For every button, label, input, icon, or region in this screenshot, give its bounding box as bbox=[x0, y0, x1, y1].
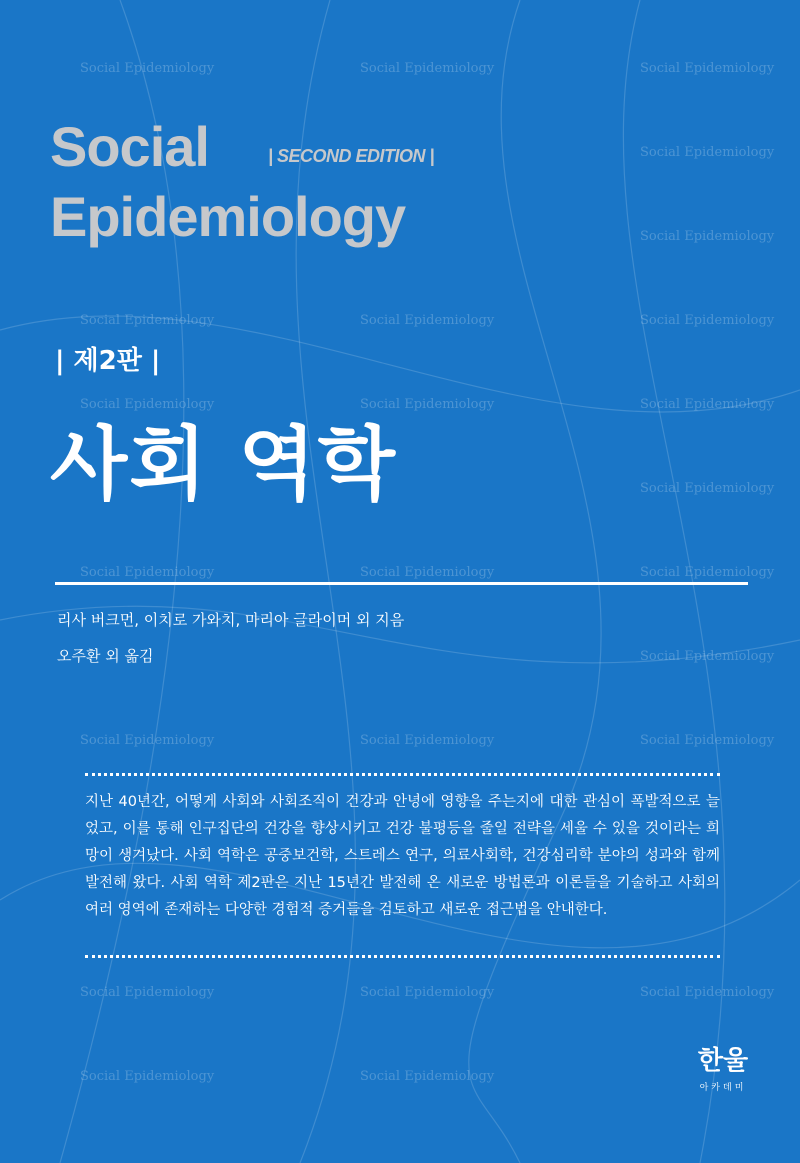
title-divider bbox=[55, 582, 748, 585]
edition-label-en: | SECOND EDITION | bbox=[268, 146, 435, 166]
watermark-text: Social Epidemiology bbox=[80, 733, 215, 748]
edition-label-ko: | 제2판 | bbox=[55, 346, 161, 376]
watermark-text: Social Epidemiology bbox=[80, 565, 215, 580]
english-title-line1: Social bbox=[50, 115, 209, 178]
translator-credit: 오주환 외 옮김 bbox=[57, 647, 154, 665]
korean-title: 사회 역학 bbox=[50, 418, 397, 511]
watermark-text: Social Epidemiology bbox=[640, 397, 775, 412]
watermark-text: Social Epidemiology bbox=[640, 229, 775, 244]
watermark-text: Social Epidemiology bbox=[360, 61, 495, 76]
watermark-text: Social Epidemiology bbox=[640, 733, 775, 748]
publisher-name: 한울 bbox=[697, 1046, 749, 1076]
watermark-text: Social Epidemiology bbox=[80, 61, 215, 76]
watermark-text: Social Epidemiology bbox=[360, 733, 495, 748]
watermark-text: Social Epidemiology bbox=[640, 565, 775, 580]
watermark-text: Social Epidemiology bbox=[360, 1069, 495, 1084]
english-title-line2: Epidemiology bbox=[50, 185, 406, 248]
watermark-text: Social Epidemiology bbox=[80, 985, 215, 1000]
watermark-text: Social Epidemiology bbox=[640, 481, 775, 496]
publisher-sub: 아카데미 bbox=[699, 1083, 747, 1093]
watermark-text: Social Epidemiology bbox=[360, 985, 495, 1000]
english-title bbox=[50, 112, 405, 252]
watermark-text: Social Epidemiology bbox=[80, 1069, 215, 1084]
watermark-text: Social Epidemiology bbox=[640, 145, 775, 160]
watermark-text: Social Epidemiology bbox=[80, 397, 215, 412]
watermark-text: Social Epidemiology bbox=[80, 313, 215, 328]
blurb-text: 지난 40년간, 어떻게 사회와 사회조직이 건강과 안녕에 영향을 주는지에 대한 관심이 폭발적으로 늘었고, 이를 통해 인구집단의 건강을 향상시키고 건강 불평등을 줄일 전략을 세울 수 있을 것이라는 희망이 생겨났다. 사회 역학은 공중보건학, 스트레스 연구, 의료사회학, 건강심리학 분야의 성과와 함께 발전해 왔다. 사회 역학 제2판은 지난 15년간 발전해 온 새로운 방법론과 이론들을 기술하고 사회의 여러 영역에 존재하는 다양한 경험적 증거들을 검토하고 새로운 접근법을 안내한다. bbox=[85, 794, 720, 918]
watermark-text: Social Epidemiology bbox=[360, 565, 495, 580]
watermark-text: Social Epidemiology bbox=[640, 61, 775, 76]
watermark-text: Social Epidemiology bbox=[640, 985, 775, 1000]
blurb-bottom-dotted-rule bbox=[85, 955, 720, 958]
blurb-top-dotted-rule bbox=[85, 773, 720, 776]
watermark-text: Social Epidemiology bbox=[640, 313, 775, 328]
publisher-logo bbox=[690, 1044, 756, 1093]
watermark-text: Social Epidemiology bbox=[360, 397, 495, 412]
authors-credit: 리사 버크먼, 이치로 가와치, 마리아 글라이머 외 지음 bbox=[57, 611, 405, 629]
watermark-text: Social Epidemiology bbox=[360, 313, 495, 328]
watermark-text: Social Epidemiology bbox=[640, 649, 775, 664]
